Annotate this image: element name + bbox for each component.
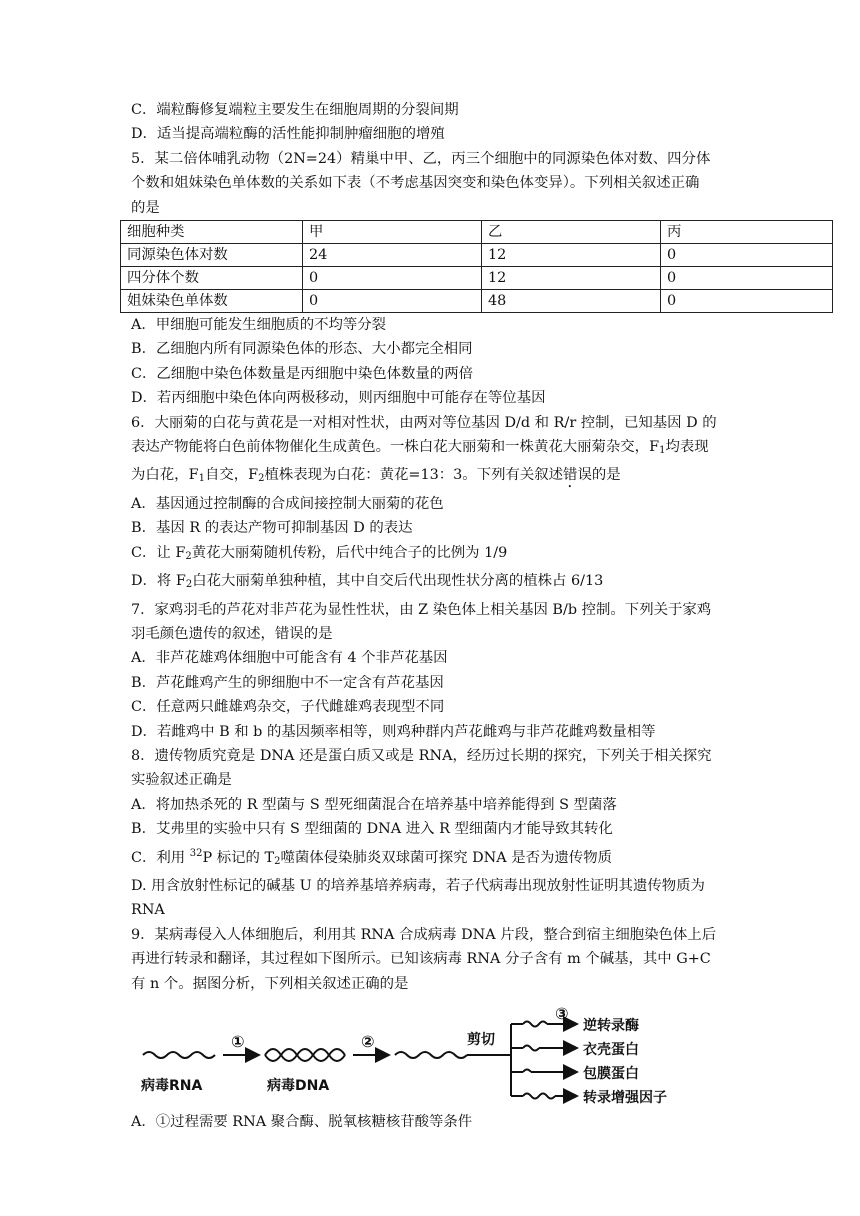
q5-option-d: D．若丙细胞中染色体向两极移动，则丙细胞中可能存在等位基因	[131, 390, 546, 407]
exam-page	[127, 98, 731, 1134]
step2-marker: ②	[361, 1032, 375, 1051]
table-cell: 0	[661, 244, 833, 267]
product-reverse-transcriptase: 逆转录酶	[583, 1018, 639, 1034]
q7-option-d: D．若雌鸡中 B 和 b 的基因频率相等，则鸡种群内芦花雌鸡与非芦花雌鸡数量相等	[131, 723, 656, 740]
q6-stem-line1: 6．大丽菊的白花与黄花是一对相对性状，由两对等位基因 D/d 和 R/r 控制，已知基因 D 的	[131, 414, 717, 431]
table-cell: 48	[482, 290, 661, 313]
q8-option-b: B．艾弗里的实验中只有 S 型细菌的 DNA 进入 R 型细菌内才能导致其转化	[131, 821, 613, 838]
table-cell: 0	[303, 267, 482, 290]
q8-option-c: C．利用 $^{32}$P 标记的 $T_2$噬菌体侵染肺炎双球菌可探究 DNA 是否为遗传物质	[131, 847, 612, 867]
q8-option-a: A．将加热杀死的 R 型菌与 S 型死细菌混合在培养基中培养能得到 S 型菌落	[131, 796, 617, 813]
q7-option-a: A．非芦花雄鸡体细胞中可能含有 4 个非芦花基因	[131, 650, 448, 667]
table-cell: 四分体个数	[121, 267, 303, 290]
q9-stem-line2: 再进行转录和翻译，其过程如下图所示。已知该病毒 RNA 分子含有 m 个碱基，其中 G+C	[131, 951, 711, 968]
cut-label: 剪切	[467, 1032, 495, 1048]
step3-marker: ③	[555, 1004, 569, 1023]
branch-2	[511, 1046, 577, 1051]
table-row	[121, 290, 833, 313]
table-cell: 细胞种类	[121, 221, 303, 244]
q9-stem-line3: 有 n 个。据图分析，下列相关叙述正确的是	[131, 975, 409, 992]
table-cell: 甲	[303, 221, 482, 244]
table-cell: 同源染色体对数	[121, 244, 303, 267]
q7-stem-line2: 羽毛颜色遗传的叙述，错误的是	[131, 625, 333, 642]
viral-rna-strand	[143, 1052, 215, 1058]
table-cell: 0	[661, 267, 833, 290]
product-capsid-protein: 衣壳蛋白	[583, 1042, 639, 1058]
q7-option-b: B．芦花雌鸡产生的卵细胞中不一定含有芦花基因	[131, 674, 444, 691]
q9-option-a: A．①过程需要 RNA 聚合酶、脱氧核糖核苷酸等条件	[131, 1114, 473, 1130]
viral-dna-label: 病毒DNA	[267, 1078, 330, 1094]
q4-option-d: D．适当提高端粒酶的活性能抑制肿瘤细胞的增殖	[131, 126, 445, 143]
q5-option-c: C．乙细胞中染色体数量是丙细胞中染色体数量的两倍	[131, 365, 473, 382]
q5-stem-line3: 的是	[131, 199, 160, 216]
q8-stem-line2: 实验叙述正确是	[131, 772, 232, 789]
q8-option-d-line2: RNA	[131, 902, 165, 919]
table-cell: 0	[661, 290, 833, 313]
q6-stem-line3: 为白花，$F_1$自交，$F_2$植株表现为白花：黄花=13：3。下列有关叙述错误的是	[131, 467, 621, 485]
viral-rna-label: 病毒RNA	[141, 1078, 203, 1094]
table-cell: 12	[482, 244, 661, 267]
table-row	[121, 267, 833, 290]
step1-marker: ①	[231, 1032, 245, 1051]
q5-option-a: A．甲细胞可能发生细胞质的不均等分裂	[131, 317, 387, 334]
branch-4	[511, 1094, 577, 1099]
product-envelope-protein: 包膜蛋白	[583, 1066, 639, 1082]
q6-option-d: D．将 $F_2$白花大丽菊单独种植，其中自交后代出现性状分离的植株占 6/13	[131, 573, 604, 591]
q9-stem-line1: 9．某病毒侵入人体细胞后，利用其 RNA 合成病毒 DNA 片段，整合到宿主细胞染色体上后	[131, 926, 717, 943]
product-transcription-enhancer: 转录增强因子	[583, 1090, 667, 1106]
q8-stem-line1: 8．遗传物质究竟是 DNA 还是蛋白质又或是 RNA，经历过长期的探究，下列关于相关探究	[131, 747, 712, 764]
q6-option-a: A．基因通过控制酶的合成间接控制大丽菊的花色	[131, 495, 444, 512]
q5-option-b: B．乙细胞内所有同源染色体的形态、大小都完全相同	[131, 341, 473, 358]
branch-3	[511, 1070, 577, 1073]
q4-option-c: C．端粒酶修复端粒主要发生在细胞周期的分裂间期	[131, 102, 459, 118]
table-header-row	[121, 221, 833, 244]
q8-option-d-line1: D. 用含放射性标记的碱基 U 的培养基培养病毒，若子代病毒出现放射性证明其遗传物质为	[131, 877, 705, 894]
q6-stem-line2: 表达产物能将白色前体物催化生成黄色。一株白花大丽菊和一株黄花大丽菊杂交，$F_1$均表现	[131, 439, 709, 457]
table-cell: 24	[303, 244, 482, 267]
q6-option-b: B．基因 R 的表达产物可抑制基因 D 的表达	[131, 520, 413, 537]
virus-process-diagram	[131, 1000, 731, 1110]
q7-stem-line1: 7．家鸡羽毛的芦花对非芦花为显性性状，由 Z 染色体上相关基因 B/b 控制。下列关于家鸡	[131, 601, 712, 618]
q6-option-c: C．让 $F_2$黄花大丽菊随机传粉，后代中纯合子的比例为 1/9	[131, 544, 508, 562]
q5-stem-line1: 5．某二倍体哺乳动物（2N=24）精巢中甲、乙，丙三个细胞中的同源染色体对数、四分体	[131, 150, 711, 167]
mrna-strand	[395, 1052, 467, 1058]
table-cell: 乙	[482, 221, 661, 244]
q5-table	[120, 220, 833, 313]
table-cell: 12	[482, 267, 661, 290]
table-cell: 姐妹染色单体数	[121, 290, 303, 313]
table-cell: 0	[303, 290, 482, 313]
table-cell: 丙	[661, 221, 833, 244]
q5-stem-line2: 个数和姐妹染色单体数的关系如下表（不考虑基因突变和染色体变异）。下列相关叙述正确	[131, 175, 700, 192]
q7-option-c: C．任意两只雌雄鸡杂交，子代雌雄鸡表现型不同	[131, 699, 445, 716]
table-row	[121, 244, 833, 267]
